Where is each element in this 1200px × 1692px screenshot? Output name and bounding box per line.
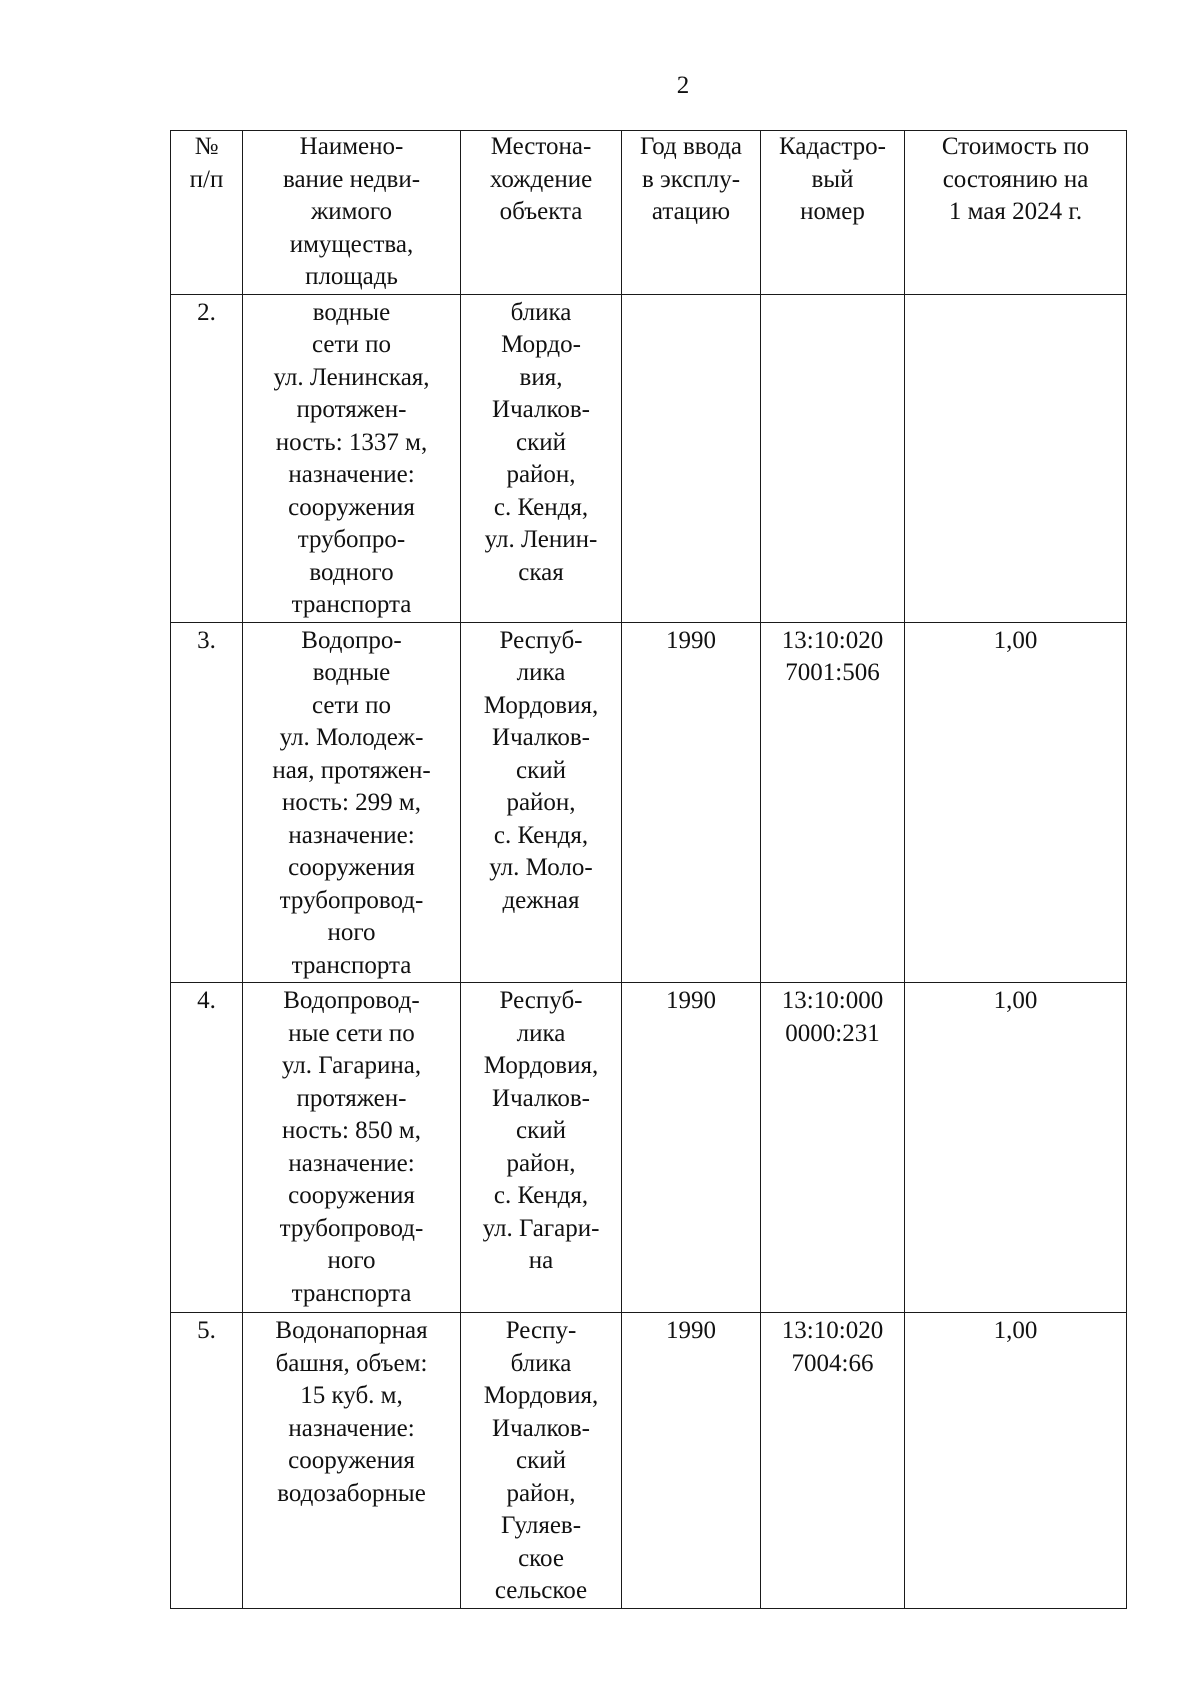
cadastral-number-cell [761, 294, 905, 622]
header-number: № п/п [171, 131, 243, 295]
table-row [171, 1313, 1127, 1609]
header-commissioning-year: Год ввода в эксплу- атацию [622, 131, 761, 295]
location-cell: Респу- блика Мордовия, Ичалков- ский район, Гуляев- ское сельское [461, 1313, 622, 1609]
property-name-cell: водные сети по ул. Ленинская, протяжен- ность: 1337 м, назначение: сооружения трубопро- водного транспорта [243, 294, 461, 622]
row-number-cell: 3. [171, 622, 243, 983]
cost-cell: 1,00 [905, 983, 1127, 1313]
table-header-row [171, 131, 1127, 295]
header-location: Местона- хождение объекта [461, 131, 622, 295]
property-name-cell: Водонапорная башня, объем: 15 куб. м, назначение: сооружения водозаборные [243, 1313, 461, 1609]
year-cell: 1990 [622, 983, 761, 1313]
header-cadastral-number: Кадастро- вый номер [761, 131, 905, 295]
location-cell: Респуб- лика Мордовия, Ичалков- ский район, с. Кендя, ул. Моло- дежная [461, 622, 622, 983]
location-cell: блика Мордо- вия, Ичалков- ский район, с. Кендя, ул. Ленин- ская [461, 294, 622, 622]
table-row [171, 622, 1127, 983]
cost-cell: 1,00 [905, 622, 1127, 983]
cost-cell: 1,00 [905, 1313, 1127, 1609]
row-number-cell: 2. [171, 294, 243, 622]
cost-cell [905, 294, 1127, 622]
property-table [170, 130, 1127, 1609]
page-number: 2 [676, 72, 690, 99]
cadastral-number-cell: 13:10:000 0000:231 [761, 983, 905, 1313]
row-number-cell: 5. [171, 1313, 243, 1609]
table-row [171, 983, 1127, 1313]
property-name-cell: Водопро- водные сети по ул. Молодеж- ная, протяжен- ность: 299 м, назначение: сооружения трубопровод- ного транспорта [243, 622, 461, 983]
row-number-cell: 4. [171, 983, 243, 1313]
cadastral-number-cell: 13:10:020 7001:506 [761, 622, 905, 983]
cadastral-number-cell: 13:10:020 7004:66 [761, 1313, 905, 1609]
table-row [171, 294, 1127, 622]
location-cell: Респуб- лика Мордовия, Ичалков- ский район, с. Кендя, ул. Гагари- на [461, 983, 622, 1313]
property-name-cell: Водопровод- ные сети по ул. Гагарина, протяжен- ность: 850 м, назначение: сооружения трубопровод- ного транспорта [243, 983, 461, 1313]
year-cell: 1990 [622, 1313, 761, 1609]
year-cell: 1990 [622, 622, 761, 983]
header-cost: Стоимость по состоянию на 1 мая 2024 г. [905, 131, 1127, 295]
year-cell [622, 294, 761, 622]
header-property-name: Наимено- вание недви- жимого имущества, площадь [243, 131, 461, 295]
